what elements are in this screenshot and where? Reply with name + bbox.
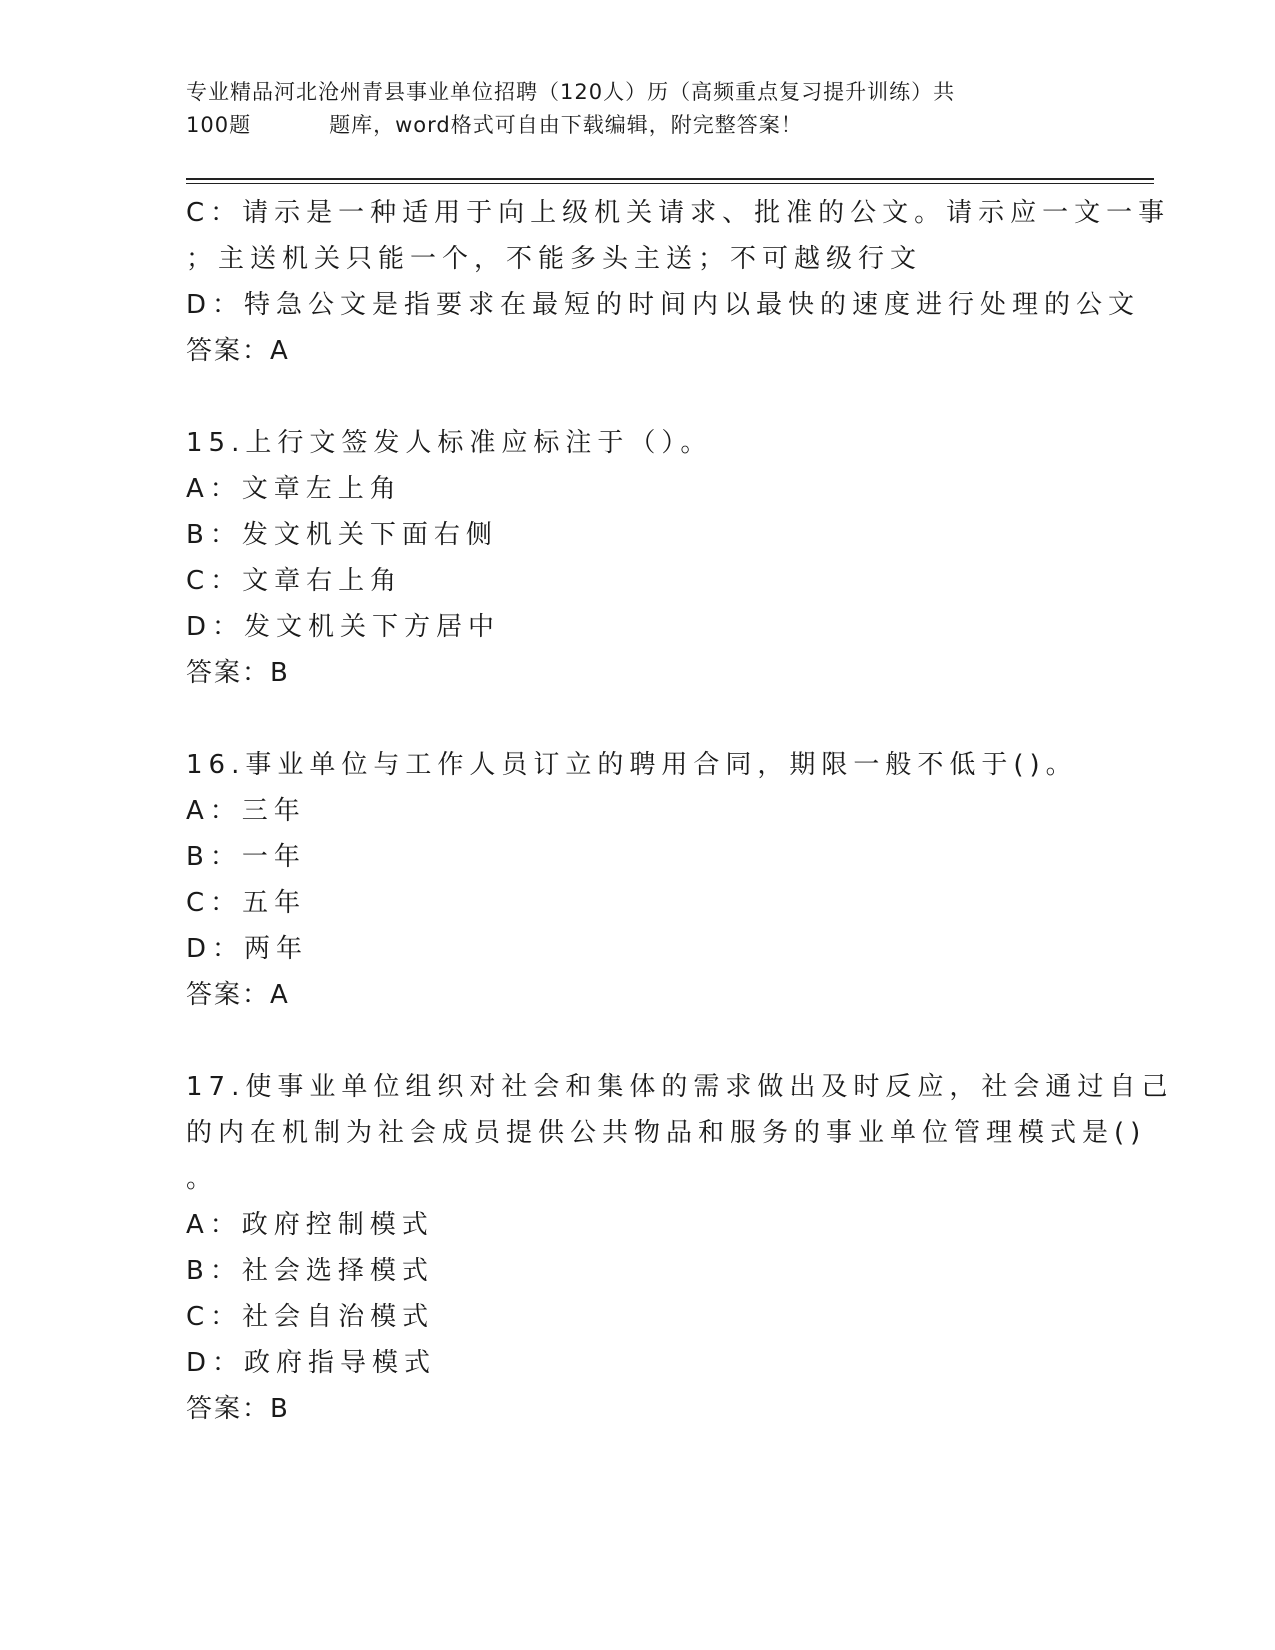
question-stem-line-1: 17.使事业单位组织对社会和集体的需求做出及时反应，社会通过自己 [186,1072,1174,1102]
option-d: D：特急公文是指要求在最短的时间内以最快的速度进行处理的公文 [186,290,1141,320]
option-c-continuation: ；主送机关只能一个，不能多头主送；不可越级行文 [186,244,923,274]
header-divider-thin [186,183,1154,184]
option-c: C：五年 [186,888,307,918]
question-15 [186,420,1086,696]
option-c: C：请示是一种适用于向上级机关请求、批准的公文。请示应一文一事 [186,198,1171,228]
option-d: D：两年 [186,934,309,964]
option-a: A：政府控制模式 [186,1210,434,1240]
header-line-1: 专业精品河北沧州青县事业单位招聘（120人）历（高频重点复习提升训练）共 [186,80,956,104]
question-stem-line-3: 。 [186,1164,219,1194]
option-a: A：文章左上角 [186,474,402,504]
continued-question [186,190,1171,374]
option-b: B：发文机关下面右侧 [186,520,498,550]
option-d: D：政府指导模式 [186,1348,437,1378]
option-d: D：发文机关下方居中 [186,612,501,642]
option-c: C：社会自治模式 [186,1302,435,1332]
question-17 [186,1064,1174,1432]
answer: 答案：B [186,658,290,688]
option-b: B：社会选择模式 [186,1256,434,1286]
question-stem: 15.上行文签发人标准应标注于（）。 [186,428,713,458]
header-description: 题库，word格式可自由下载编辑，附完整答案！ [329,113,803,137]
answer: 答案：B [186,1394,290,1424]
answer: 答案：A [186,336,290,366]
header-line-2 [186,109,1086,142]
option-a: A：三年 [186,796,306,826]
question-16 [186,742,1086,1018]
header-question-count: 100题 [186,113,252,137]
answer: 答案：A [186,980,290,1010]
question-content [186,190,1174,1432]
option-c: C：文章右上角 [186,566,403,596]
question-stem-line-2: 的内在机制为社会成员提供公共物品和服务的事业单位管理模式是() [186,1118,1147,1148]
header-divider-thick [186,178,1154,180]
document-header [186,76,1086,142]
question-stem: 16.事业单位与工作人员订立的聘用合同，期限一般不低于()。 [186,750,1078,780]
option-b: B：一年 [186,842,306,872]
